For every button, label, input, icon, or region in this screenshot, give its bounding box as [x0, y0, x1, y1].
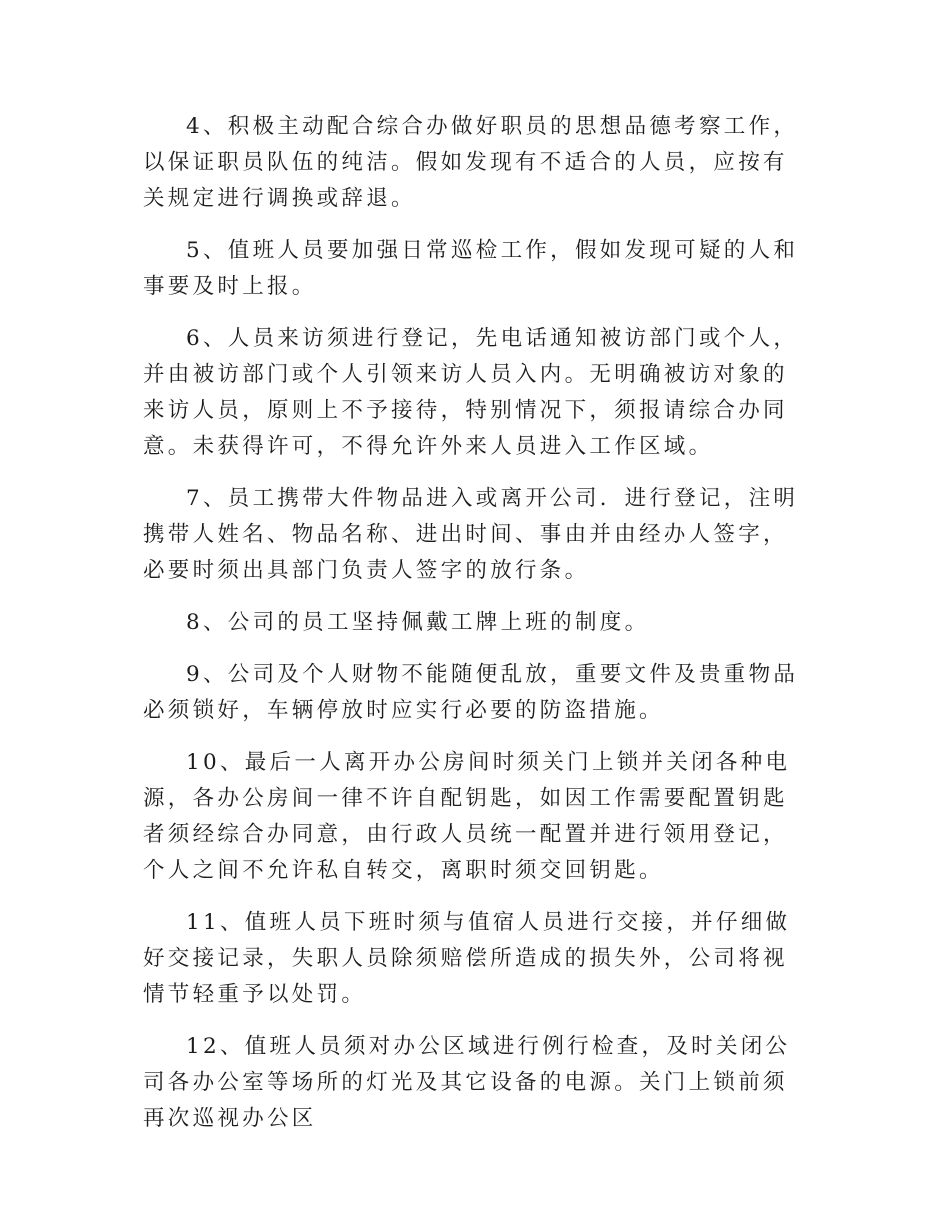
paragraph-item-9: 9、公司及个人财物不能随便乱放，重要文件及贵重物品必须锁好，车辆停放时应实行必要的防盗措施。 — [143, 662, 799, 723]
paragraph-item-7: 7、员工携带大件物品进入或离开公司．进行登记，注明携带人姓名、物品名称、进出时间、事由并由经办人签字，必要时须出具部门负责人签字的放行条。 — [143, 486, 799, 583]
paragraph-item-5: 5、值班人员要加强日常巡检工作，假如发现可疑的人和事要及时上报。 — [143, 238, 799, 299]
paragraph-item-11: 11、值班人员下班时须与值宿人员进行交接，并仔细做好交接记录，失职人员除须赔偿所造成的损失外，公司将视情节轻重予以处罚。 — [143, 910, 791, 1007]
paragraph-item-8: 8、公司的员工坚持佩戴工牌上班的制度。 — [186, 610, 650, 635]
paragraph-item-4: 4、积极主动配合综合办做好职员的思想品德考察工作，以保证职员队伍的纯洁。假如发现有不适合的人员，应按有关规定进行调换或辞退。 — [143, 114, 799, 211]
paragraph-item-12: 12、值班人员须对办公区域进行例行检查，及时关闭公司各办公室等场所的灯光及其它设备的电源。关门上锁前须再次巡视办公区 — [143, 1034, 791, 1131]
paragraph-item-10: 10、最后一人离开办公房间时须关门上锁并关闭各种电源，各办公房间一律不许自配钥匙，如因工作需要配置钥匙者须经综合办同意，由行政人员统一配置并进行领用登记，个人之间不允许私自转交，离职时须交回钥匙。 — [143, 750, 791, 883]
document-body — [143, 109, 807, 1153]
paragraph-item-6: 6、人员来访须进行登记，先电话通知被访部门或个人，并由被访部门或个人引领来访人员入内。无明确被访对象的来访人员，原则上不予接待，特别情况下，须报请综合办同意。未获得许可，不得允许外来人员进入工作区域。 — [143, 326, 799, 459]
